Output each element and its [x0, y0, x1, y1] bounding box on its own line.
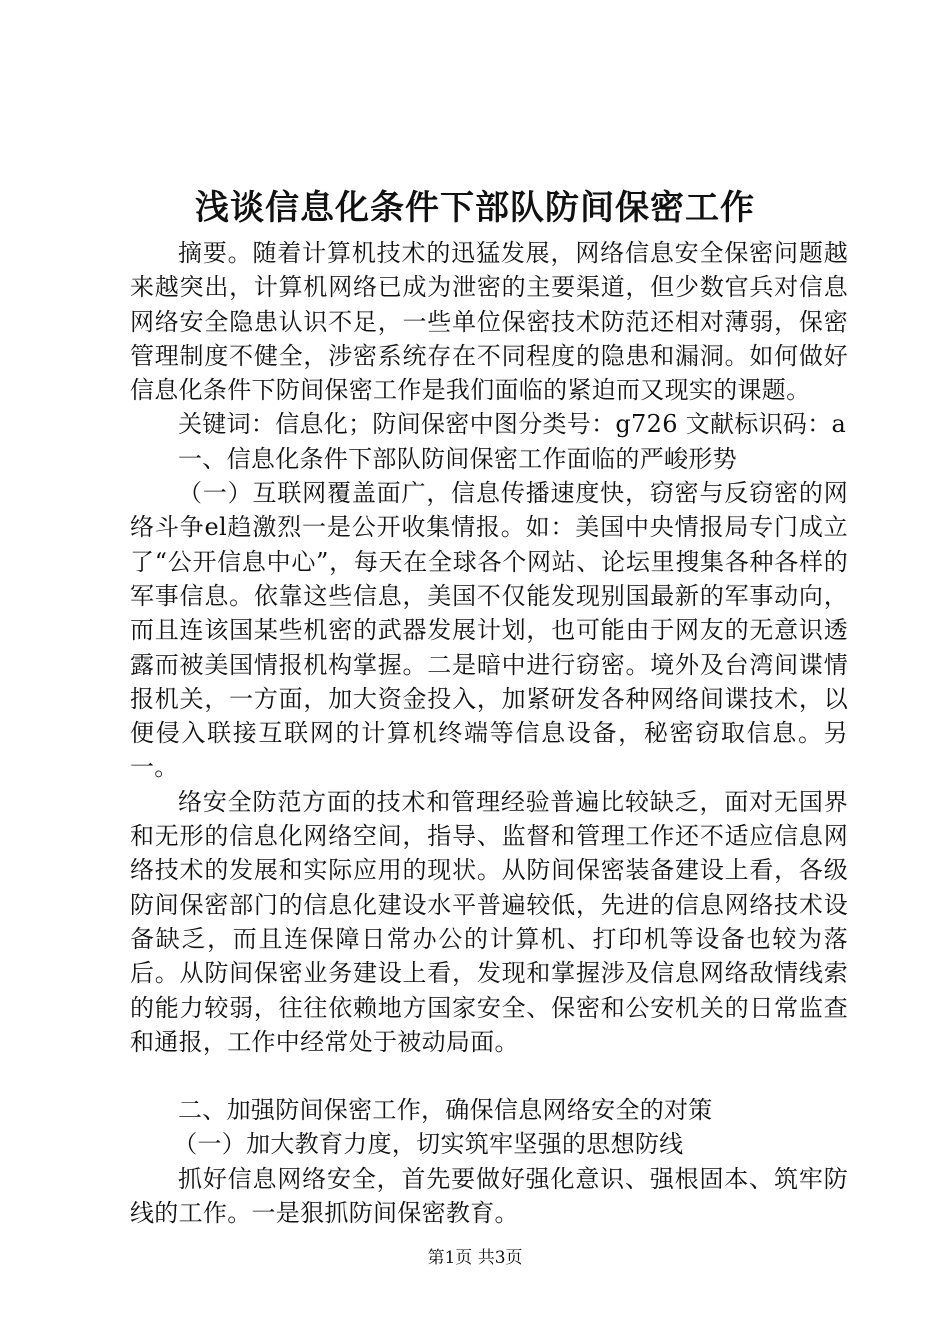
- abstract-paragraph: 摘要。随着计算机技术的迅猛发展，网络信息安全保密问题越来越突出，计算机网络已成为泄密的主要渠道，但少数官兵对信息网络安全隐患认识不足，一些单位保密技术防范还相对薄弱，保密管理制度不健全，涉密系统存在不同程度的隐患和漏洞。如何做好信息化条件下防间保密工作是我们面临的紧迫而又现实的课题。: [130, 239, 848, 405]
- page-footer: 第1页 共3页: [427, 1248, 523, 1268]
- section2-subheading-1: （一）加大教育力度，切实筑牢坚强的思想防线: [173, 1130, 684, 1159]
- section1-paragraph-2: 络安全防范方面的技术和管理经验普遍比较缺乏，面对无国界和无形的信息化网络空间，指导、监督和管理工作还不适应信息网络技术的发展和实际应用的现状。从防间保密装备建设上看，各级防间保密部门的信息化建设水平普遍较低，先进的信息网络技术设备缺乏，而且连保障日常办公的计算机、打印机等设备也较为落后。从防间保密业务建设上看，发现和掌握涉及信息网络敌情线索的能力较弱，往往依赖地方国家安全、保密和公安机关的日常监查和通报，工作中经常处于被动局面。: [130, 787, 848, 1056]
- keywords-paragraph: 关键词：信息化；防间保密中图分类号：g726 文献标识码：a: [178, 410, 847, 439]
- section1-paragraph-1: （一）互联网覆盖面广，信息传播速度快，窃密与反窃密的网络斗争el趋激烈一是公开收集情报。如：美国中央情报局专门成立了“公开信息中心”，每天在全球各个网站、论坛里搜集各种各样的军事信息。依靠这些信息，美国不仅能发现别国最新的军事动向，而且连该国某些机密的武器发展计划，也可能由于网友的无意识透露而被美国情报机构掌握。二是暗中进行窃密。境外及台湾间谍情报机关，一方面，加大资金投入，加紧研发各种网络间谍技术，以便侵入联接互联网的计算机终端等信息设备，秘密窃取信息。另一。: [130, 479, 848, 782]
- section1-heading: 一、信息化条件下部队防间保密工作面临的严峻形势: [178, 444, 737, 473]
- section2-paragraph-1: 抓好信息网络安全，首先要做好强化意识、强根固本、筑牢防线的工作。一是狠抓防间保密教育。: [130, 1164, 848, 1228]
- document-body: [130, 236, 848, 1230]
- paragraph-spacer: [130, 1059, 848, 1093]
- document-title: 浅谈信息化条件下部队防间保密工作: [195, 188, 755, 228]
- section2-heading: 二、加强防间保密工作，确保信息网络安全的对策: [178, 1096, 713, 1125]
